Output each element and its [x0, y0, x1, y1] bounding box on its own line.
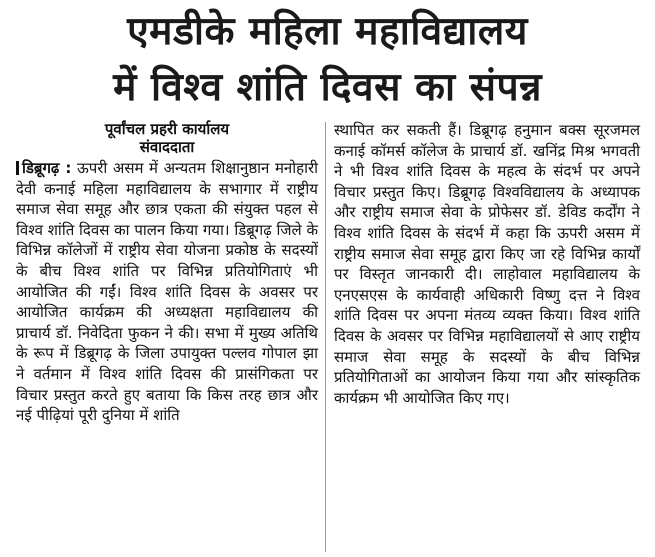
dateline-marker: [16, 161, 19, 175]
byline-bureau: पूर्वांचल प्रहरी कार्यालय: [104, 120, 230, 138]
article-column-left: [16, 120, 318, 426]
article-text-left: ऊपरी असम में अन्यतम शिक्षानुष्ठान मनोहारी देवी कनाई महिला महाविद्यालय के सभागार में राष्ट्रीय समाज सेवा समूह और छात्र एकता की संयुक्त पहल से विश्व शांति दिवस का पालन किया गया। डिब्रूगढ़ जिले के विभिन्न कॉलेजों में राष्ट्रीय सेवा योजना प्रकोष्ठ के सदस्यों के बीच विश्व शांति पर विभिन्न प्रतियोगिताएं भी आयोजित की गईं। विश्व शांति दिवस के अवसर पर आयोजित कार्यक्रम की अध्यक्षता महाविद्यालय की प्राचार्य डॉ. निवेदिता फुकन ने की। सभा में मुख्य अतिथि के रूप में डिब्रूगढ़ के जिला उपायुक्त पल्लव गोपाल झा ने वर्तमान में विश्व शांति दिवस की प्रासंगिकता पर विचार प्रस्तुत करते हुए बताया कि किस तरह छात्र और नई पीढ़ियां पूरी दुनिया में शांति: [16, 159, 318, 425]
dateline: डिब्रूगढ़ :: [22, 159, 72, 177]
article-text-right: स्थापित कर सकती हैं। डिब्रूगढ़ हनुमान बक्स सूरजमल कनाई कॉमर्स कॉलेज के प्राचार्य डॉ. खनिंद्र मिश्र भगवती ने भी विश्व शांति दिवस के महत्व के संदर्भ पर अपने विचार प्रस्तुत किए। डिब्रूगढ़ विश्वविद्यालय के अध्यापक और राष्ट्रीय समाज सेवा के प्रोफेसर डॉ. डेविड कर्दोंग ने विश्व शांति दिवस के संदर्भ में कहा कि ऊपरी असम में राष्ट्रीय समाज सेवा समूह द्वारा किए जा रहे विभिन्न कार्यों पर विस्तृत जानकारी दी। लाहोवाल महाविद्यालय के एनएसएस के कार्यवाही अधिकारी विष्णु दत्त ने विश्व शांति दिवस पर अपना मंतव्य व्यक्त किया। विश्व शांति दिवस के अवसर पर विभिन्न महाविद्यालयों से आए राष्ट्रीय समाज सेवा समूह के सदस्यों के बीच विभिन्न प्रतियोगिताओं का आयोजन किया गया और सांस्कृतिक कार्यक्रम भी आयोजित किए गए।: [334, 121, 640, 407]
headline-line-2: में विश्व शांति दिवस का संपन्न: [113, 65, 542, 110]
article-column-right: [334, 120, 640, 408]
byline-correspondent: संवाददाता: [139, 138, 195, 156]
article-body-left: [16, 158, 318, 426]
column-divider: [325, 122, 326, 552]
headline: [0, 4, 655, 116]
headline-line-1: एमडीके महिला महाविद्यालय: [127, 9, 528, 54]
